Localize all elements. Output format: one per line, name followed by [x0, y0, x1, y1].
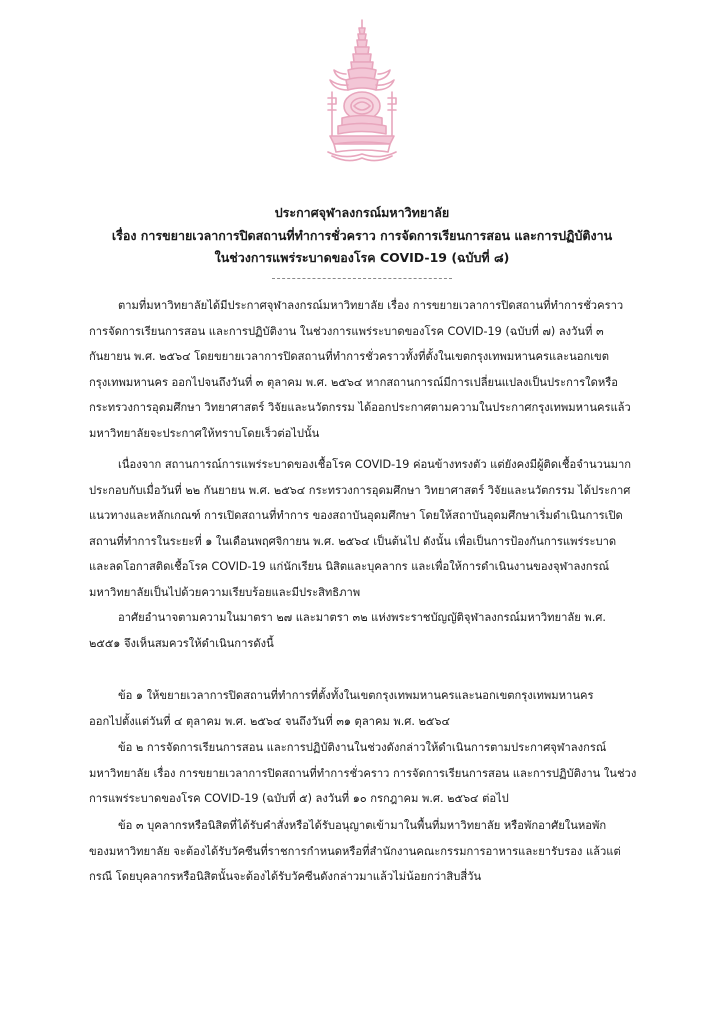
paragraph-line: กรุงเทพมหานคร ออกไปจนถึงวันที่ ๓ ตุลาคม พ.ศ. ๒๕๖๔ หากสถานการณ์มีการเปลี่ยนแปลงเป็นประการใดหรือ	[89, 375, 618, 389]
paragraph-line: กระทรวงการอุดมศึกษา วิทยาศาสตร์ วิจัยและนวัตกรรม ได้ออกประกาศตามความในประกาศกรุงเทพมหานครแล้ว	[89, 401, 631, 414]
paragraph-line: แนวทางและหลักเกณฑ์ การเปิดสถานที่ทำการ ของสถาบันอุดมศึกษา โดยให้สถาบันอุดมศึกษาเริ่มดำเนินการเปิด	[89, 509, 623, 522]
announcement-subject-cont: ในช่วงการแพร่ระบาดของโรค COVID-19 (ฉบับที่ ๘)	[214, 250, 510, 265]
paragraph-2	[89, 452, 641, 605]
clause-1	[89, 683, 641, 734]
header-divider	[272, 278, 452, 279]
paragraph-3	[89, 605, 641, 656]
paragraph-line: ข้อ ๒ การจัดการเรียนการสอน และการปฏิบัติงานในช่วงดังกล่าวให้ดำเนินการตามประกาศจุฬาลงกรณ์	[118, 741, 607, 754]
paragraph-line: กันยายน พ.ศ. ๒๕๖๔ โดยขยายเวลาการปิดสถานที่ทำการชั่วคราวทั้งที่ตั้งในเขตกรุงเทพมหานครและนอกเขต	[89, 350, 609, 363]
announcement-subject: เรื่อง การขยายเวลาการปิดสถานที่ทำการชั่วคราว การจัดการเรียนการสอน และการปฏิบัติงาน	[111, 228, 613, 243]
paragraph-line: ของมหาวิทยาลัย จะต้องได้รับวัคซีนที่ราชการกำหนดหรือที่สำนักงานคณะกรรมการอาหารและยารับรอง แล้วแต่	[89, 844, 621, 858]
chulalongkorn-emblem-icon	[324, 18, 400, 168]
paragraph-line: กรณี โดยบุคลากรหรือนิสิตนั้นจะต้องได้รับวัคซีนดังกล่าวมาแล้วไม่น้อยกว่าสิบสี่วัน	[89, 870, 482, 883]
paragraph-1	[89, 293, 641, 446]
clause-3	[89, 813, 641, 890]
paragraph-line: ข้อ ๑ ให้ขยายเวลาการปิดสถานที่ทำการที่ตั้งทั้งในเขตกรุงเทพมหานครและนอกเขตกรุงเทพมหานคร	[118, 689, 594, 702]
paragraph-line: ตามที่มหาวิทยาลัยได้มีประกาศจุฬาลงกรณ์มหาวิทยาลัย เรื่อง การขยายเวลาการปิดสถานที่ทำการชั่วคราว	[118, 299, 624, 312]
clause-2	[89, 735, 641, 812]
paragraph-line: การแพร่ระบาดของโรค COVID-19 (ฉบับที่ ๕) ลงวันที่ ๑๐ กรกฎาคม พ.ศ. ๒๕๖๔ ต่อไป	[89, 792, 509, 805]
paragraph-line: มหาวิทยาลัยจะประกาศให้ทราบโดยเร็วต่อไปนั้น	[89, 426, 320, 440]
paragraph-line: มหาวิทยาลัยเป็นไปด้วยความเรียบร้อยและมีประสิทธิภาพ	[89, 585, 361, 599]
paragraph-line: ๒๕๕๑ จึงเห็นสมควรให้ดำเนินการดังนี้	[89, 636, 274, 650]
paragraph-line: สถานที่ทำการในระยะที่ ๑ ในเดือนพฤศจิกายน พ.ศ. ๒๕๖๔ เป็นต้นไป ดังนั้น เพื่อเป็นการป้องกันการแพร่ระบาด	[89, 534, 617, 548]
paragraph-line: มหาวิทยาลัย เรื่อง การขยายเวลาการปิดสถานที่ทำการชั่วคราว การจัดการเรียนการสอน และการปฏิบัติงาน ในช่วง	[89, 766, 637, 780]
announcement-title: ประกาศจุฬาลงกรณ์มหาวิทยาลัย	[274, 205, 450, 220]
paragraph-line: ออกไปตั้งแต่วันที่ ๔ ตุลาคม พ.ศ. ๒๕๖๔ จนถึงวันที่ ๓๑ ตุลาคม พ.ศ. ๒๕๖๔	[89, 714, 450, 728]
paragraph-line: เนื่องจาก สถานการณ์การแพร่ระบาดของเชื้อโรค COVID-19 ค่อนข้างทรงตัว แต่ยังคงมีผู้ติดเชื้อจำนวนมาก	[118, 458, 632, 471]
paragraph-line: ประกอบกับเมื่อวันที่ ๒๒ กันยายน พ.ศ. ๒๕๖๔ กระทรวงการอุดมศึกษา วิทยาศาสตร์ วิจัยและนวัตกรรม ได้ประกาศ	[89, 483, 631, 497]
paragraph-line: และลดโอกาสติดเชื้อโรค COVID-19 แก่นักเรียน นิสิตและบุคลากร และเพื่อให้การดำเนินงานของจุฬาลงกรณ์	[89, 560, 609, 573]
paragraph-line: การจัดการเรียนการสอน และการปฏิบัติงาน ในช่วงการแพร่ระบาดของโรค COVID-19 (ฉบับที่ ๗) ลงวันที่ ๓	[89, 324, 604, 338]
paragraph-line: ข้อ ๓ บุคลากรหรือนิสิตที่ได้รับคำสั่งหรือได้รับอนุญาตเข้ามาในพื้นที่มหาวิทยาลัย หรือพักอาศัยในหอพัก	[118, 819, 607, 832]
paragraph-line: อาศัยอำนาจตามความในมาตรา ๒๗ และมาตรา ๓๒ แห่งพระราชบัญญัติจุฬาลงกรณ์มหาวิทยาลัย พ.ศ.	[118, 611, 606, 624]
